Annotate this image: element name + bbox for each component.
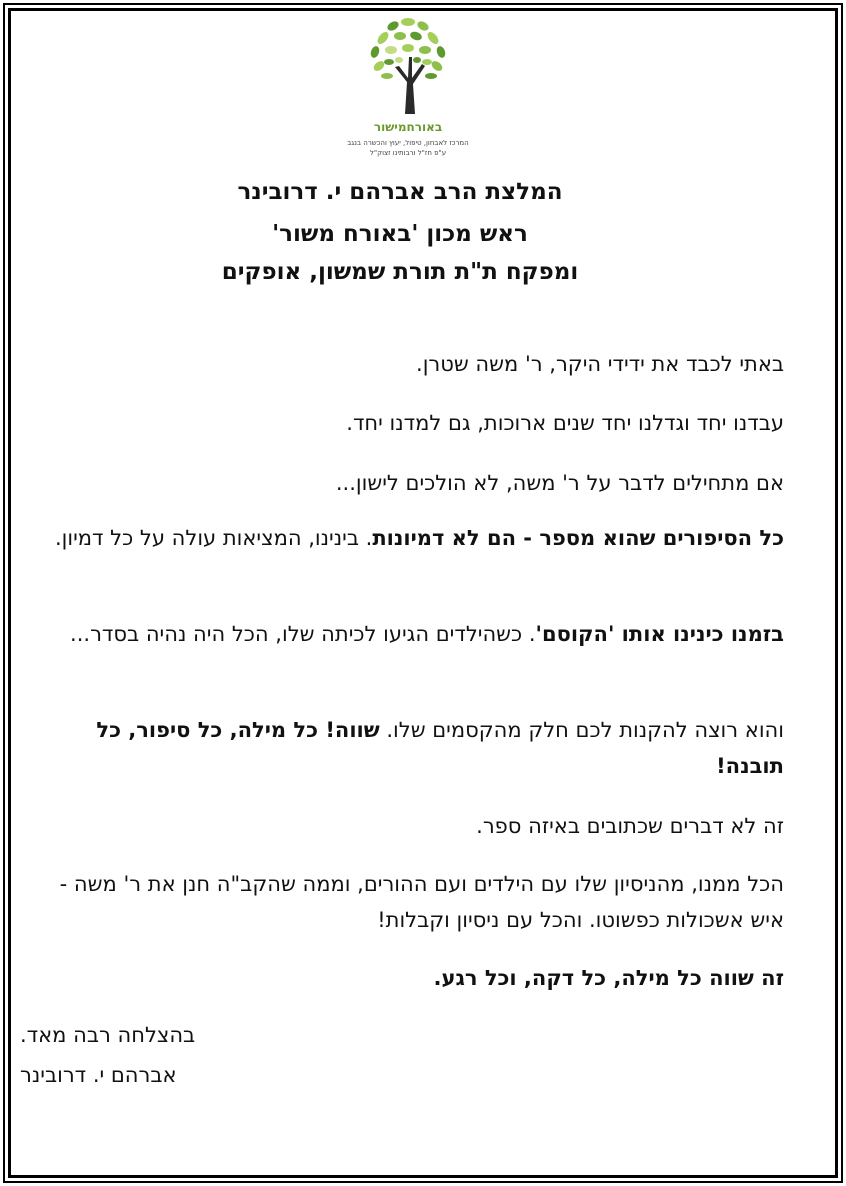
signature-closing: בהצלחה רבה מאד. bbox=[20, 1023, 196, 1047]
heading-line-3: ומפקח ת"ת תורת שמשון, אופקים bbox=[221, 259, 579, 285]
paragraph-6-text: והוא רוצה להקנות לכם חלק מהקסמים שלו. bbox=[379, 718, 784, 742]
logo-tagline: המרכז לאבחון, טיפול, יעוץ והכשרה בנגב bbox=[347, 139, 469, 147]
paragraph-4 bbox=[44, 520, 784, 556]
logo-name: באורחמישור bbox=[373, 120, 443, 134]
paragraph-6 bbox=[44, 712, 784, 784]
tree-icon bbox=[365, 12, 451, 116]
paragraph-1: באתי לכבד את ידידי היקר, ר' משה שטרן. bbox=[416, 352, 784, 376]
paragraph-4-emphasis: כל הסיפורים שהוא מספר - הם לא דמיונות bbox=[372, 526, 784, 550]
logo-tagline-secondary: ע"פ חז"ל ורבותינו זצוק"ל bbox=[369, 149, 447, 157]
paragraph-7: זה לא דברים שכתובים באיזה ספר. bbox=[476, 814, 784, 838]
paragraph-8: הכל ממנו, מהניסיון שלו עם הילדים ועם ההורים, וממה שהקב"ה חנן את ר' משה - איש אשכולות כפשוטו. והכל עם ניסיון וקבלות! bbox=[59, 872, 784, 932]
paragraph-5-text: . כשהילדים הגיעו לכיתה שלו, הכל היה נהיה בסדר... bbox=[70, 622, 536, 646]
paragraph-6-emphasis: שווה! כל מילה, כל סיפור, כל תובנה! bbox=[96, 718, 784, 778]
paragraph-4-text: . בינינו, המציאות עולה על כל דמיון. bbox=[54, 526, 373, 550]
paragraph-3: אם מתחילים לדבר על ר' משה, לא הולכים לישון... bbox=[335, 471, 784, 495]
paragraph-5-emphasis: בזמנו כינינו אותו 'הקוסם' bbox=[535, 622, 784, 646]
paragraph-5 bbox=[44, 616, 784, 652]
organization-logo bbox=[343, 12, 473, 162]
heading-line-1: המלצת הרב אברהם י. דרובינר bbox=[237, 179, 563, 205]
paragraph-2: עבדנו יחד וגדלנו יחד שנים ארוכות, גם למדנו יחד. bbox=[346, 411, 784, 435]
paragraph-9: זה שווה כל מילה, כל דקה, וכל רגע. bbox=[433, 966, 784, 990]
signature-name: אברהם י. דרובינר bbox=[20, 1063, 177, 1087]
heading-line-2: ראש מכון 'באורח משור' bbox=[272, 221, 528, 247]
